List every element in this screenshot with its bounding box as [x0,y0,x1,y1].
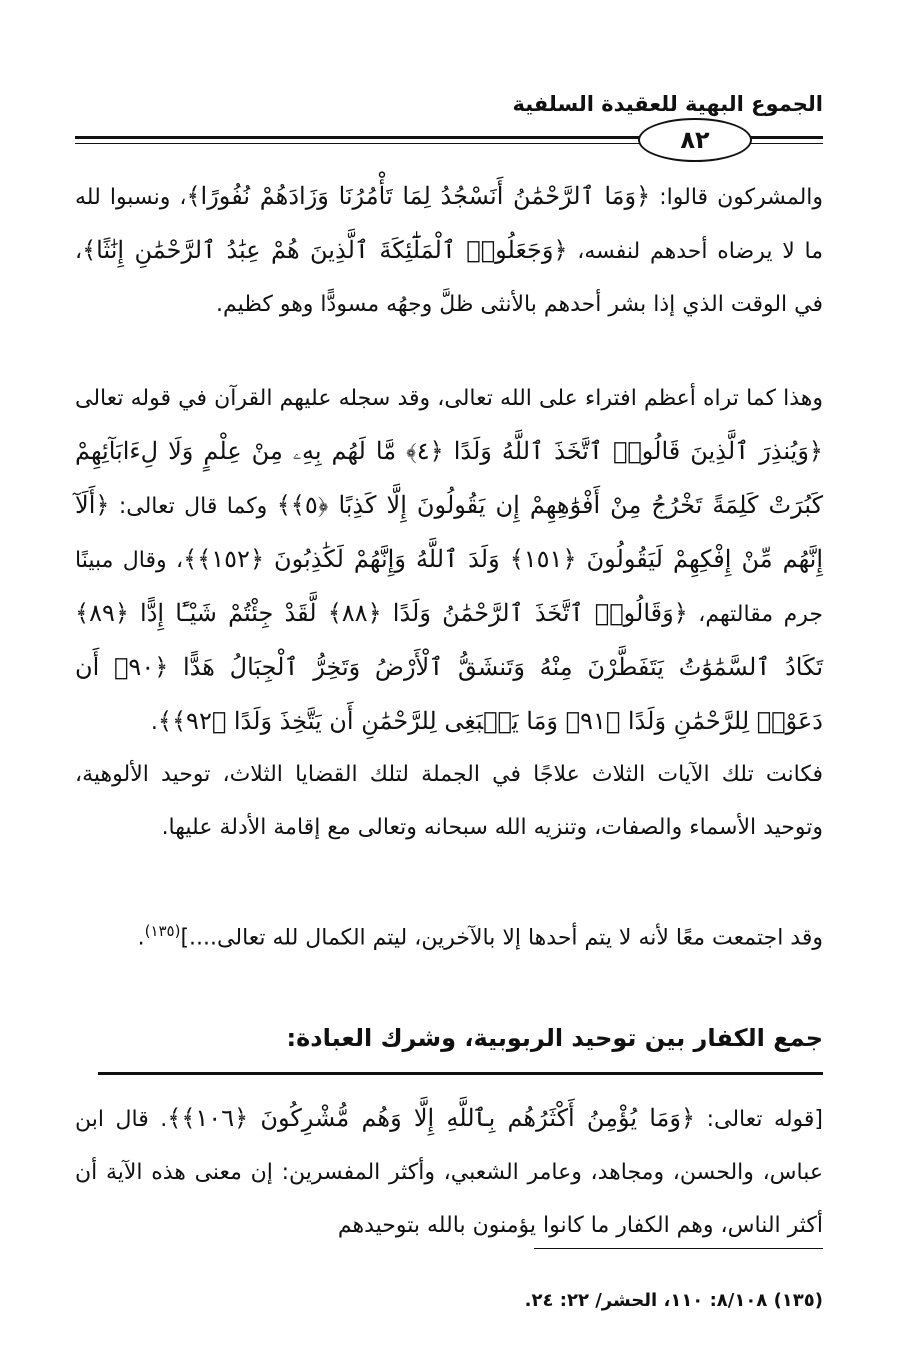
paragraph-1 [75,170,823,331]
quran-verse-3: ﴿وَيُنذِرَ ٱلَّذِينَ قَالُوا۟ ٱتَّخَذَ ٱللَّهُ وَلَدًا ﴿٤﴾ مَّا لَهُم بِهِۦ مِنْ عِلْمٍ وَلَا لِءَابَآئِهِمْ كَبُرَتْ كَلِمَةً تَخْرُجُ مِنْ أَفْوَٰهِهِمْ إِن يَقُولُونَ إِلَّا كَذِبًا ﴿٥﴾﴾ [75,437,824,519]
paragraph-5-text-a: [قوله تعالى: [695,1107,824,1132]
footnote-reference: (١٣٥) [144,922,181,940]
section-heading-rule [98,1072,823,1075]
paragraph-4-text: وقد اجتمعت معًا لأنه لا يتم أحدها إلا بالآخرين، ليتم الكمال لله تعالى....] [180,925,823,951]
paragraph-2-text-b: وكما قال تعالى: [109,494,277,519]
footnote-rule [534,1248,823,1249]
paragraph-3: فكانت تلك الآيات الثلاث علاجًا في الجملة لتلك القضايا الثلاث، توحيد الألوهية، وتوحيد الأسماء والصفات، وتنزيه الله سبحانه وتعالى مع إقامة الأدلة عليها. [75,762,823,840]
paragraph-4 [75,905,823,964]
paragraph-2 [75,372,823,749]
paragraph-4-end: . [137,925,145,951]
section-heading: جمع الكفار بين توحيد الربوبية، وشرك العبادة: [286,1024,823,1052]
paragraph-2-text-d: . [150,710,158,735]
quran-verse-6: ﴿وَمَا يُؤْمِنُ أَكْثَرُهُم بِٱللَّهِ إِلَّا وَهُم مُّشْرِكُونَ ﴿١٠٦﴾﴾ [167,1104,696,1132]
quran-verse-2: ﴿وَجَعَلُوا۟ ٱلْمَلَٰٓئِكَةَ ٱلَّذِينَ هُمْ عِبَٰدُ ٱلرَّحْمَٰنِ إِنَٰثًا﴾ [82,236,568,264]
paragraph-1-text-b: ، ونسبوا لله ما لا يرضاه أحدهم لنفسه، [75,185,823,264]
footnote: (١٣٥) ٨/١٠٨: ١١٠، الحشر/ ٢٢: ٢٤. [524,1290,823,1311]
quran-verse-5: ﴿وَقَالُوا۟ ٱتَّخَذَ ٱلرَّحْمَٰنُ وَلَدًا ﴿٨٨﴾ لَّقَدْ جِئْتُمْ شَيْـًٔا إِدًّا ﴿٨٩﴾ تَكَادُ ٱلسَّمَٰوَٰتُ يَتَفَطَّرْنَ مِنْهُ وَتَنشَقُّ ٱلْأَرْضُ وَتَخِرُّ ٱلْجِبَالُ هَدًّا ﴿٩٠﴾ أَن دَعَوْا۟ لِلرَّحْمَٰنِ وَلَدًا ﴿٩١﴾ وَمَا يَنۢبَغِى لِلرَّحْمَٰنِ أَن يَتَّخِذَ وَلَدًا ﴿٩٢﴾﴾ [75,599,824,735]
paragraph-5-text-b: . قال ابن عباس، والحسن، ومجاهد، وعامر الشعبي، وأكثر المفسرين: إن معنى هذه الآية أن أكثر الناس، وهم الكفار ما كانوا يؤمنون بالله بتوحيدهم [75,1107,823,1238]
quran-verse-1: ﴿وَمَا ٱلرَّحْمَٰنُ أَنَسْجُدُ لِمَا تَأْمُرُنَا وَزَادَهُمْ نُفُورًا﴾ [186,182,651,210]
paragraph-2-text-a: وهذا كما تراه أعظم افتراء على الله تعالى، وقد سجله عليهم القرآن في قوله تعالى [75,386,823,411]
paragraph-5 [75,1092,823,1252]
page-number: ٨٢ [638,118,752,162]
running-header-title: الجموع البهية للعقيدة السلفية [512,92,823,116]
paragraph-2-text-c: ، وقال مبينًا جرم مقالتهم، [75,548,823,627]
quran-verse-4: ﴿أَلَآ إِنَّهُم مِّنْ إِفْكِهِمْ لَيَقُولُونَ ﴿١٥١﴾ وَلَدَ ٱللَّهُ وَإِنَّهُمْ لَكَٰذِبُونَ ﴿١٥٢﴾﴾ [75,491,824,573]
paragraph-1-text-a: والمشركون قالوا: [650,185,824,210]
paragraph-1-text-c: ، في الوقت الذي إذا بشر أحدهم بالأنثى ظلَّ وجهُه مسودًّا وهو كظيم. [75,239,823,317]
